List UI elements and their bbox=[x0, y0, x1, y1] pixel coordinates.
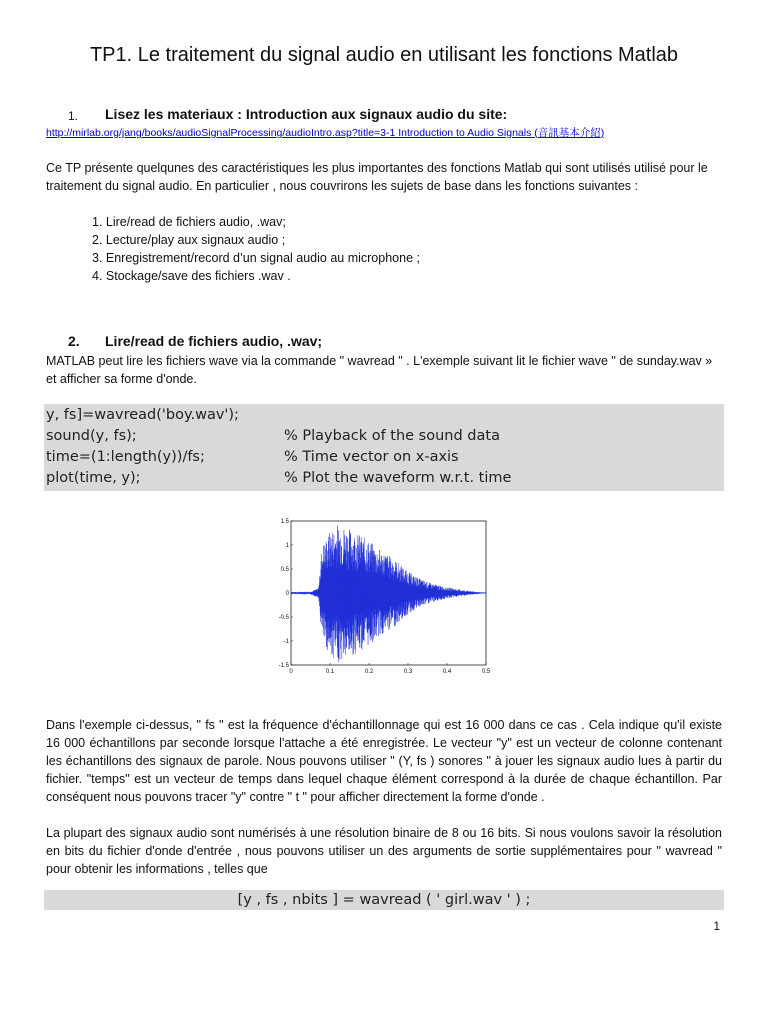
document-title: TP1. Le traitement du signal audio en utilisant les fonctions Matlab bbox=[89, 44, 679, 66]
section-2-intro: MATLAB peut lire les fichiers wave via la commande " wavread " . L'exemple suivant lit le fichier wave " de sunday.wav » et afficher sa forme d'onde. bbox=[46, 354, 713, 386]
section-2-paragraph-1: Dans l'exemple ci-dessus, " fs " est la fréquence d'échantillonnage qui est 16 000 dans ce cas . Cela indique qu'il existe 16 000 échantillons par seconde lorsque l'attache a été enregistrée. Le vecteur "y" est un vecteur de colonne contenant les échantillons des signaux de parole. Nous pouvons utiliser " (Y, fs ) sonores " à jouer les signaux audio lues à partir du fichier. "temps" est un vecteur de temps dans lequel chaque élément correspond à la durée de chaque échantillon. Par conséquent nous pouvons tracer "y" contre " t " pour afficher directement la forme d'onde . bbox=[46, 718, 722, 804]
section-1-heading-rest: Introduction aux signaux audio du site: bbox=[241, 106, 508, 122]
list-item: 3. Enregistrement/record d’un signal audio au microphone ; bbox=[92, 251, 420, 265]
section-2-number: 2. bbox=[68, 333, 80, 349]
code-line-nbits: [y , fs , nbits ] = wavread ( ' girl.wav ' ) ; bbox=[44, 890, 724, 910]
code-statement: sound(y, fs); bbox=[46, 428, 137, 444]
code-comment: % Playback of the sound data bbox=[284, 428, 500, 444]
code-line bbox=[44, 426, 724, 447]
y-tick-label: -1.5 bbox=[278, 663, 289, 669]
list-item: 1. Lire/read de fichiers audio, .wav; bbox=[92, 215, 286, 229]
y-tick-label: -1 bbox=[283, 639, 289, 645]
list-item: 4. Stockage/save des fichiers .wav . bbox=[92, 269, 291, 283]
x-tick-label: 0.1 bbox=[325, 669, 335, 675]
x-tick-label: 0.2 bbox=[364, 669, 374, 675]
y-tick-label: -0.5 bbox=[278, 615, 289, 621]
source-link[interactable]: http://mirlab.org/jang/books/audioSignalProcessing/audioIntro.asp?title=3-1 Introduction to Audio Signals (音訊基本介紹) bbox=[46, 127, 605, 139]
code-statement: plot(time, y); bbox=[46, 470, 141, 486]
x-tick-label: 0.5 bbox=[481, 669, 491, 675]
x-tick-label: 0.4 bbox=[442, 669, 452, 675]
code-line bbox=[44, 447, 724, 468]
section-1-intro: Ce TP présente quelqunes des caractéristiques les plus importantes des fonctions Matlab qui sont utilisés utilisé pour le traitement du signal audio. En particulier , nous couvrirons les sujets de base dans les fonctions suivantes : bbox=[46, 161, 708, 193]
page-number: 1 bbox=[713, 919, 720, 933]
code-block bbox=[44, 404, 724, 491]
y-tick-label: 0.5 bbox=[280, 567, 289, 573]
section-1-heading bbox=[105, 106, 507, 122]
section-2-paragraph-2: La plupart des signaux audio sont numérisés à une résolution binaire de 8 ou 16 bits. Si nous voulons savoir la résolution en bits du fichier d'onde d'entrée , nous pouvons utiliser un des arguments de sortie supplémentaires pour " wavread " pour obtenir les informations , telles que bbox=[46, 826, 722, 876]
y-tick-label: 1.5 bbox=[280, 519, 289, 525]
x-tick-label: 0 bbox=[289, 669, 293, 675]
code-line bbox=[44, 405, 724, 426]
section-1-heading-lead: Lisez les materiaux : bbox=[105, 106, 242, 122]
y-tick-label: 0 bbox=[285, 591, 289, 597]
code-comment: % Time vector on x-axis bbox=[284, 449, 459, 465]
list-item: 2. Lecture/play aux signaux audio ; bbox=[92, 233, 286, 247]
section-2-heading: Lire/read de fichiers audio, .wav; bbox=[105, 333, 323, 349]
topics-list bbox=[92, 213, 420, 285]
section-1-number: 1. bbox=[68, 109, 79, 123]
code-line bbox=[44, 468, 724, 489]
y-tick-label: 1 bbox=[285, 543, 289, 549]
waveform-plot bbox=[276, 514, 496, 680]
code-statement: time=(1:length(y))/fs; bbox=[46, 449, 205, 465]
code-comment: % Plot the waveform w.r.t. time bbox=[284, 470, 512, 486]
x-tick-label: 0.3 bbox=[403, 669, 413, 675]
code-statement: y, fs]=wavread('boy.wav'); bbox=[46, 407, 239, 423]
